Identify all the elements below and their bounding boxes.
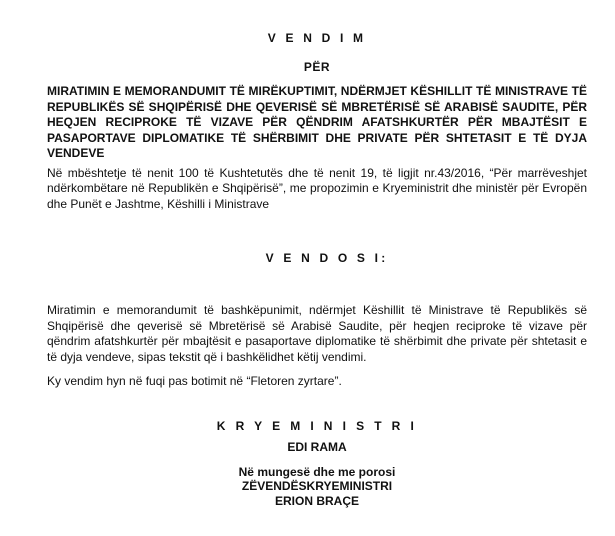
deputy-prime-minister-title: ZËVENDËSKRYEMINISTRI: [241, 479, 393, 493]
entry-into-force-paragraph: Ky vendim hyn në fuqi pas botimit në “Fletoren zyrtare”.: [47, 374, 342, 388]
prime-minister-name: EDI RAMA: [287, 439, 347, 454]
signature-block: [47, 418, 587, 509]
document-title: V E N D I M: [267, 31, 367, 45]
document-page: [47, 30, 587, 508]
vendosi-heading: V E N D O S I:: [265, 251, 389, 265]
legal-preamble: Në mbështetje të nenit 100 të Kushtetutës dhe të nenit 19, të ligjit nr.43/2016, “Për marrëveshjet ndërkombëtare në Republikën e Shqipërisë”, me propozimin e Kryeministrit dhe ministër për Evropën dhe Punët e Jashtme, Këshilli i Ministrave: [47, 165, 587, 211]
deputy-prime-minister-name: ERION BRAÇE: [274, 493, 359, 508]
per-heading: PËR: [303, 60, 331, 74]
decision-subject: MIRATIMIN E MEMORANDUMIT TË MIRËKUPTIMIT, NDËRMJET KËSHILLIT TË MINISTRAVE TË REPUBLIKËS SË SHQIPËRISË DHE QEVERISË SË MBRETËRISË SË ARABISË SAUDITE, PËR HEQJEN RECIPROKE TË VIZAVE PËR QËNDRIM AFATSHKURTËR PËR MBAJTËSIT E PASAPORTAVE DIPLOMATIKE TË SHËRBIMIT DHE PRIVATE PËR SHTETASIT E TË DYJA VENDEVE: [47, 84, 587, 160]
absence-note: Në mungesë dhe me porosi: [238, 464, 396, 479]
decision-paragraph: Miratimin e memorandumit të bashkëpunimit, ndërmjet Këshillit të Ministrave të Republikës së Shqipërisë dhe qeverisë së Mbretërisë së Arabisë Saudite, për heqjen reciproke të vizave për qëndrim afatshkurtër për mbajtësit e pasaportave diplomatike të shërbimit dhe private për shtetasit e të dyja vendeve, sipas tekstit që i bashkëlidhet këtij vendimi.: [47, 303, 587, 364]
prime-minister-title: K R Y E M I N I S T R I: [216, 418, 418, 433]
deputy-signature-block: [47, 465, 587, 509]
